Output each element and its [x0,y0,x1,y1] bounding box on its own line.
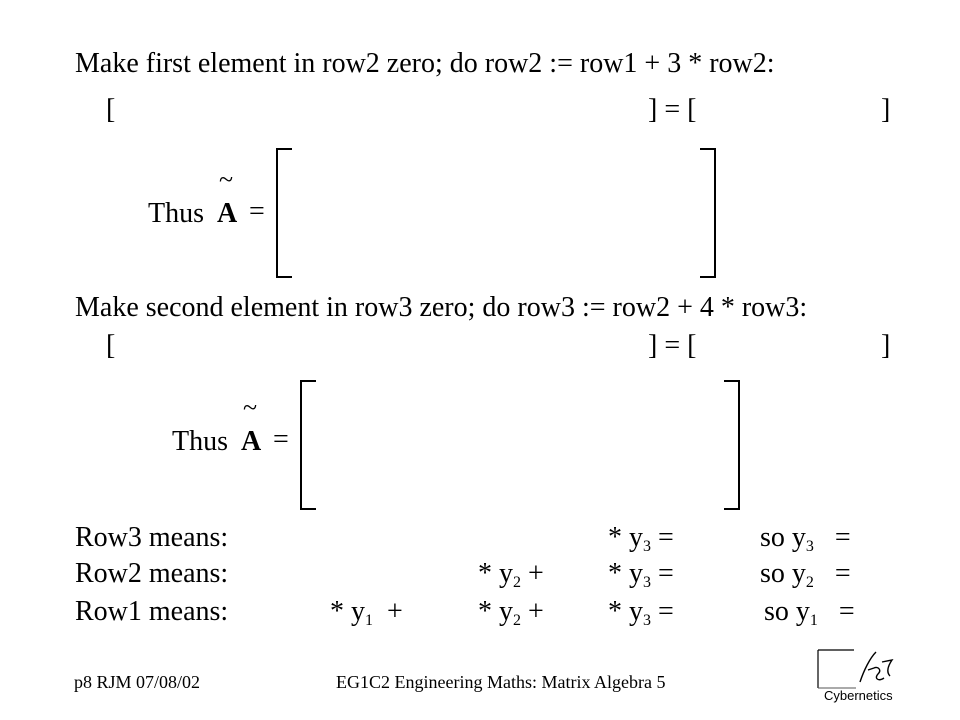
step1-equals: ] = [ [648,94,697,125]
matrix1-equals: = [249,196,265,227]
step1-heading: Make first element in row2 zero; do row2 := row1 + 3 * row2: [75,48,775,79]
footer-page-info: p8 RJM 07/08/02 [74,672,201,692]
row1-y2-term: * $y_2$ + [478,596,544,629]
row3-solution: so $y_3$ = [760,522,851,555]
cybernetics-logo [816,648,898,704]
matrix2-equals: = [273,424,289,455]
row2-y3-term: * $y_3$ = [608,558,674,591]
step2-heading: Make second element in row3 zero; do row3 := row2 + 4 * row3: [75,292,808,323]
matrix1-right-bracket [700,148,716,278]
matrix2-A-symbol: A [241,426,262,457]
step1-close-bracket: ] [881,94,891,125]
row1-y1-term: * $y_1$ + [330,596,403,629]
matrix2-thus-label: Thus [172,426,228,457]
cybernetics-logo-icon [816,648,898,704]
row3-y3-term: * $y_3$ = [608,522,674,555]
row2-solution: so $y_2$ = [760,558,851,591]
row3-means-label: Row3 means: [75,522,229,553]
row1-solution: so $y_1$ = [764,596,855,629]
row1-means-label: Row1 means: [75,596,229,627]
matrix1-thus-label: Thus [148,198,204,229]
logo-text: Cybernetics [824,688,893,703]
row2-means-label: Row2 means: [75,558,229,589]
footer-course-title: EG1C2 Engineering Maths: Matrix Algebra 5 [336,672,666,692]
matrix1-tilde: ~ [219,165,234,194]
matrix2-tilde: ~ [243,393,258,422]
matrix1-A-symbol: A [217,198,238,229]
step1-open-bracket: [ [106,94,116,125]
matrix2-left-bracket [300,380,316,510]
row1-y3-term: * $y_3$ = [608,596,674,629]
step2-open-bracket: [ [106,330,116,361]
step2-close-bracket: ] [881,330,891,361]
step2-equals: ] = [ [648,330,697,361]
matrix2-right-bracket [724,380,740,510]
row2-y2-term: * $y_2$ + [478,558,544,591]
matrix1-left-bracket [276,148,292,278]
